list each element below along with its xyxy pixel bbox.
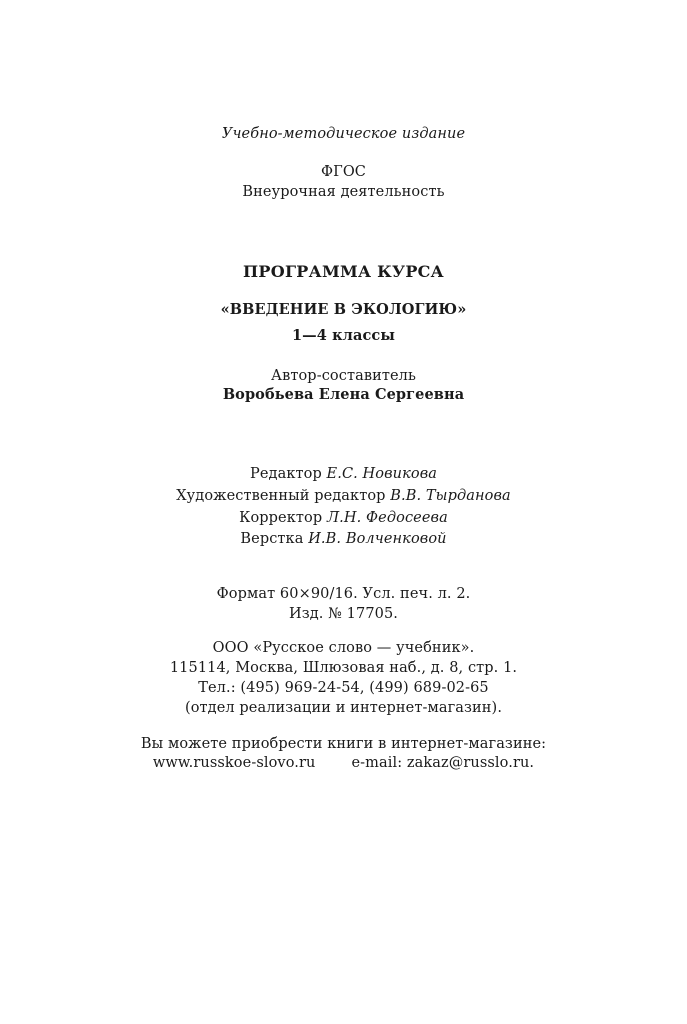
website-link[interactable]: www.russkoe-slovo.ru xyxy=(152,755,316,771)
credit-proofreader xyxy=(0,508,687,528)
print-format: Формат 60×90/16. Усл. печ. л. 2. xyxy=(216,586,471,602)
grades: 1—4 классы xyxy=(291,327,395,344)
publisher-name: ООО «Русское слово — учебник». xyxy=(212,640,475,656)
credit-role: Корректор xyxy=(239,510,323,526)
publisher-address: 115114, Москва, Шлюзовая наб., д. 8, стр. 1. xyxy=(169,660,518,676)
author-label: Автор-составитель xyxy=(271,368,416,384)
credit-person: Е.С. Новикова xyxy=(326,466,437,482)
author-name: Воробьева Елена Сергеевна xyxy=(222,386,465,403)
credit-editor xyxy=(0,464,687,484)
contact-row xyxy=(0,753,687,773)
credit-person: Л.Н. Федосеева xyxy=(326,510,448,526)
edition-number: Изд. № 17705. xyxy=(288,606,399,622)
publisher-phones: Тел.: (495) 969-24-54, (499) 689-02-65 xyxy=(198,680,489,696)
credit-art-editor xyxy=(0,486,687,506)
publisher-phones-note: (отдел реализации и интернет-магазин). xyxy=(184,700,503,716)
credit-role: Редактор xyxy=(250,466,322,482)
credit-layout xyxy=(0,529,687,549)
activity-label: Внеурочная деятельность xyxy=(242,184,445,200)
edition-type: Учебно-методическое издание xyxy=(221,126,466,142)
credit-person: В.В. Тырданова xyxy=(390,488,511,504)
credit-role: Художественный редактор xyxy=(176,488,386,504)
standard-label: ФГОС xyxy=(320,164,367,180)
email-link[interactable]: e-mail: zakaz@russlo.ru. xyxy=(351,755,535,771)
page-title: ПРОГРАММА КУРСА xyxy=(242,262,445,281)
credit-person: И.В. Волченковой xyxy=(308,531,447,547)
shop-text: Вы можете приобрести книги в интернет-магазине: xyxy=(140,736,547,752)
credit-role: Верстка xyxy=(240,531,304,547)
course-name: «ВВЕДЕНИЕ В ЭКОЛОГИЮ» xyxy=(220,301,467,318)
